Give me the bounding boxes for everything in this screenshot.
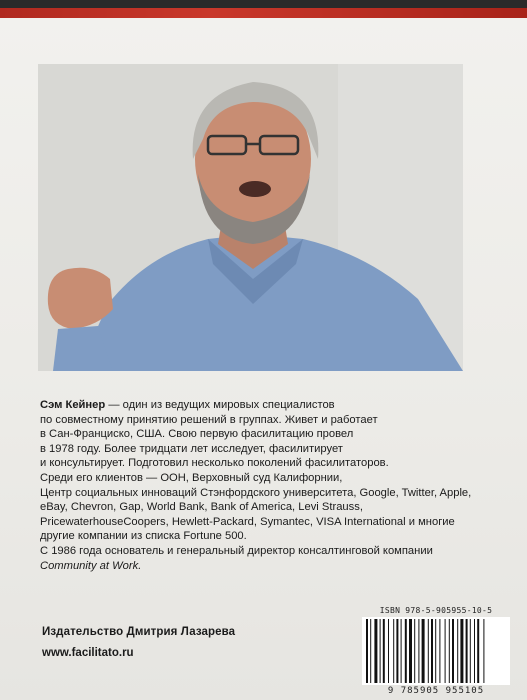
book-back-cover	[0, 8, 527, 700]
barcode-bar	[449, 619, 450, 683]
barcode-digits: 9 785905 955105	[387, 686, 485, 696]
barcode-icon	[362, 617, 510, 685]
barcode-bar	[431, 619, 433, 683]
barcode-bar	[370, 619, 371, 683]
bio-text: — один из ведущих мировых специалистов	[105, 399, 335, 411]
author-bio	[40, 398, 480, 573]
barcode-bar	[483, 619, 484, 683]
bio-line: в Сан-Франциско, США. Свою первую фасилитацию провел	[40, 428, 354, 441]
barcode-bar	[414, 619, 415, 683]
barcode-bar	[474, 619, 475, 683]
barcode-bar	[422, 619, 425, 683]
publisher-website: www.facilitato.ru	[42, 647, 134, 659]
barcode-bar	[466, 619, 468, 683]
bio-line	[40, 398, 480, 413]
author-portrait-photo	[38, 64, 463, 371]
author-photo	[38, 64, 463, 371]
barcode-bar	[405, 619, 407, 683]
bio-line: по совместному принятию решений в группах. Живет и работает	[40, 413, 378, 426]
barcode-bar	[383, 619, 385, 683]
bio-line: Среди его клиентов — ООН, Верховный суд Калифорнии,	[40, 471, 343, 484]
bio-line: eBay, Chevron, Gap, World Bank, Bank of America, Levi Strauss,	[40, 501, 363, 514]
isbn-label: ISBN 978-5-905955-10-5	[379, 606, 493, 615]
barcode-bar	[374, 619, 377, 683]
barcode-bar	[452, 619, 454, 683]
barcode-bar	[393, 619, 394, 683]
bio-line	[40, 559, 480, 574]
cover-top-strip	[0, 8, 527, 18]
barcode-bar	[445, 619, 446, 683]
barcode-bar	[396, 619, 398, 683]
bio-line: PricewaterhouseCoopers, Hewlett-Packard, Symantec, VISA International и многие	[40, 515, 455, 528]
barcode-bar	[418, 619, 419, 683]
barcode-bar	[380, 619, 381, 683]
publisher-name: Издательство Дмитрия Лазарева	[42, 626, 236, 638]
bio-line: Центр социальных инноваций Стэнфордского университета, Google, Twitter, Apple,	[40, 486, 472, 499]
barcode-bar	[477, 619, 479, 683]
barcode-bar	[366, 619, 368, 683]
barcode-bar	[409, 619, 412, 683]
barcode-bar	[401, 619, 402, 683]
barcode-bar	[457, 619, 458, 683]
author-name: Сэм Кейнер	[40, 399, 106, 411]
company-name: Community at Work.	[40, 559, 142, 572]
barcode-bar	[470, 619, 471, 683]
bio-line: в 1978 году. Более тридцати лет исследует, фасилитирует	[40, 442, 343, 455]
bio-line: другие компании из списка Fortune 500.	[40, 530, 247, 543]
bio-line: и консультирует. Подготовил несколько поколений фасилитаторов.	[40, 457, 389, 470]
barcode-bar	[435, 619, 436, 683]
bio-line: С 1986 года основатель и генеральный директор консалтинговой компании	[40, 544, 433, 557]
barcode-bar	[428, 619, 429, 683]
barcode-bar	[388, 619, 389, 683]
barcode-bar	[439, 619, 440, 683]
barcode-bar	[460, 619, 463, 683]
barcode-bars	[362, 617, 510, 685]
